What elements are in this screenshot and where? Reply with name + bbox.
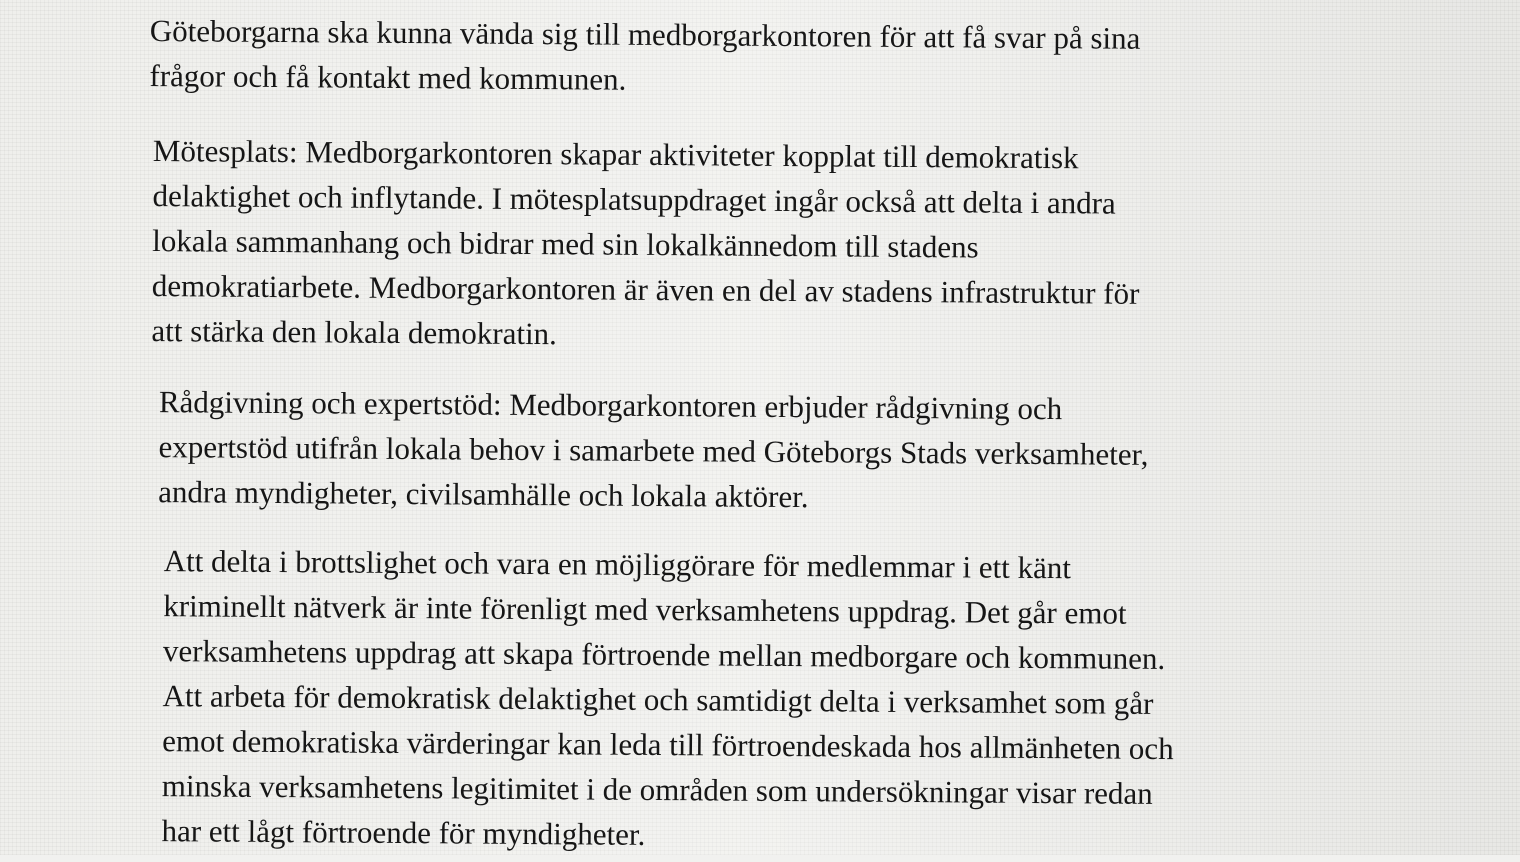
paragraph-contact: Göteborgarna ska kunna vända sig till medborgarkontoren för att få svar på sina frågor och få kontakt med kommunen. — [149, 12, 1141, 97]
paragraph-motesplats: Mötesplats: Medborgarkontoren skapar aktiviteter kopplat till demokratisk delaktighet och inflytande. I mötesplatsuppdraget ingår också att delta i andra lokala sammanhang och bidrar med sin lokalkännedom till stadens demokratiarbete. Medborgarkontoren är även en del av stadens infrastruktur för att stärka den lokala demokratin. — [151, 133, 1140, 352]
paragraph-radgivning: Rådgivning och expertstöd: Medborgarkontoren erbjuder rådgivning och expertstöd utifrån lokala behov i samarbete med Göteborgs Stads verksamheter, andra myndigheter, civilsamhälle och lokala aktörer. — [158, 384, 1149, 515]
document-body — [143, 8, 1300, 862]
paragraph-brottslighet: Att delta i brottslighet och vara en möjliggörare för medlemmar i ett känt kriminellt nätverk är inte förenligt med verksamhetens uppdrag. Det går emot verksamhetens uppdrag att skapa förtroende mellan medborgare och kommunen. Att arbeta för demokratisk delaktighet och samtidigt delta i verksamhet som går emot demokratiska värderingar kan leda till förtroendeskada hos allmänheten och minska verksamhetens legitimitet i de områden som undersökningar visar redan har ett lågt förtroende för myndigheter. — [161, 543, 1174, 852]
